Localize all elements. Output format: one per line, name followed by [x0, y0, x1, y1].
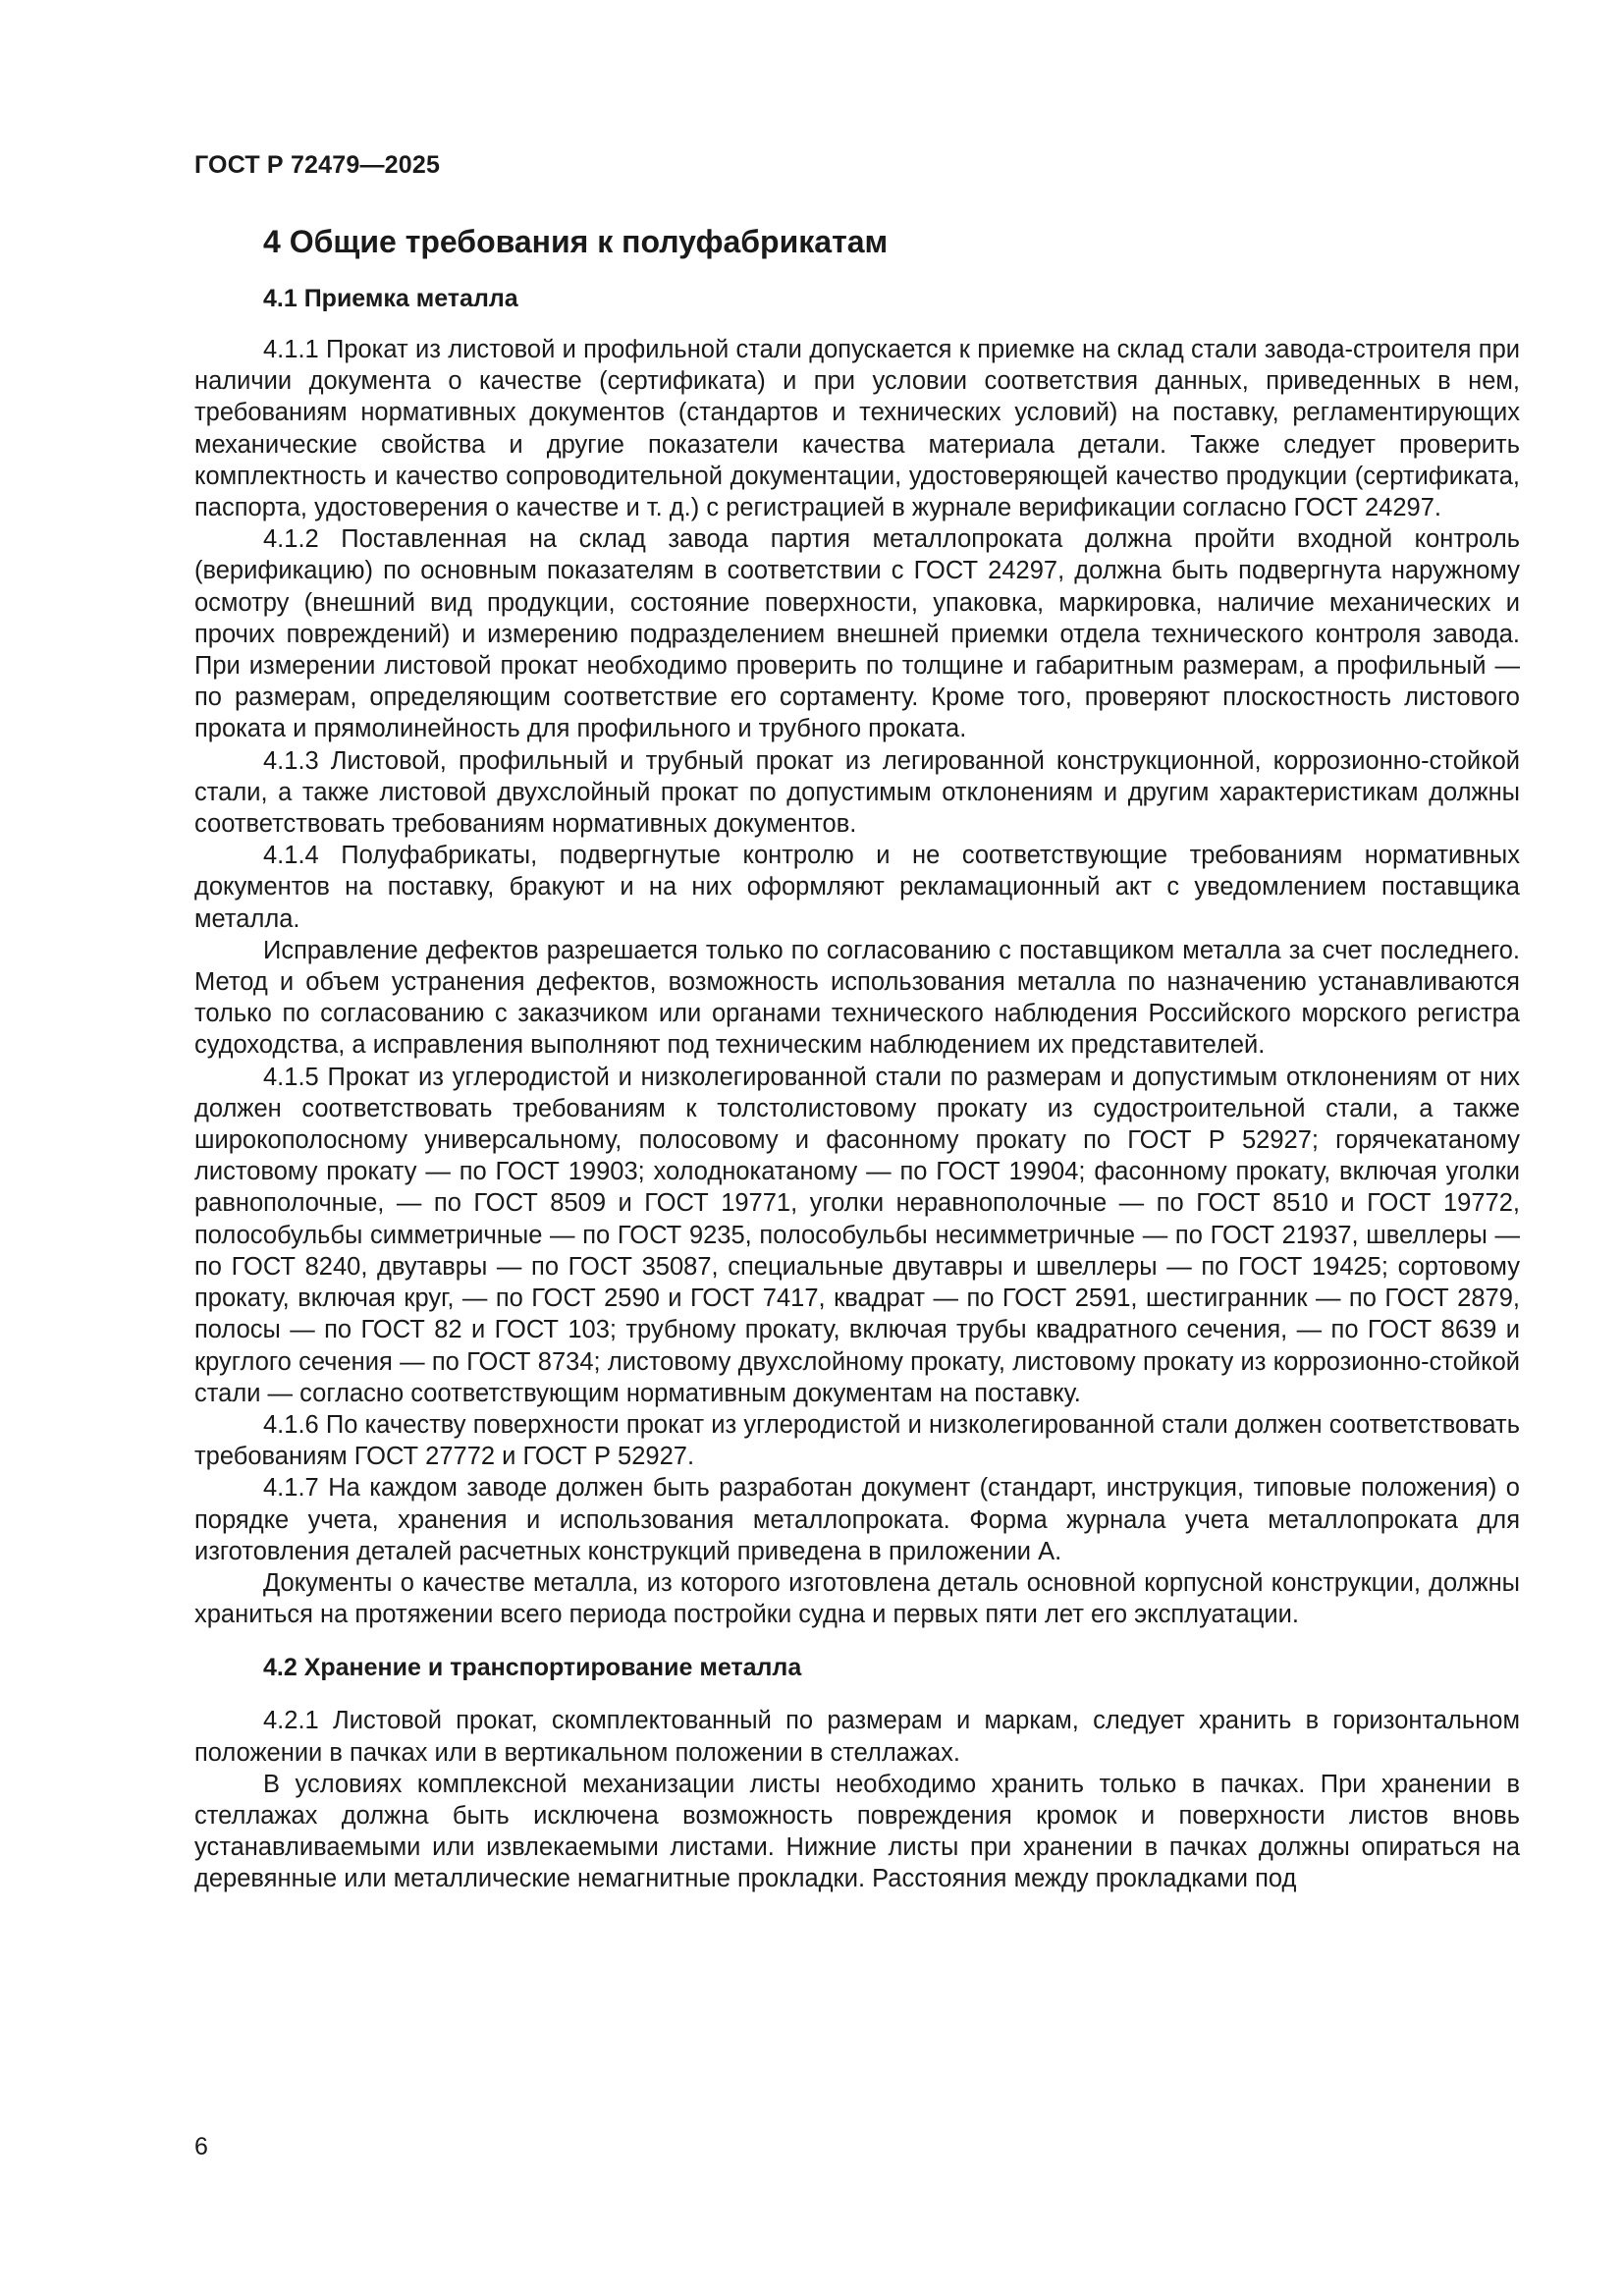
- document-content: [194, 220, 1520, 1895]
- paragraph-mechanized-storage: В условиях комплексной механизации листы необходимо хранить только в пачках. При хранении в стеллажах должна быть исключена возможность повреждения кромок и поверхности листов вновь устанавливаемыми или извлекаемыми листами. Нижние листы при хранении в пачках должны опираться на деревянные или металлические немагнитные прокладки. Расстояния между прокладками под: [194, 1770, 1520, 1893]
- paragraph-4-1-3: 4.1.3 Листовой, профильный и трубный прокат из легированной конструкционной, коррозионно-стойкой стали, а также листовой двухслойный прокат по допустимым отклонениям и другим характеристикам должны соответствовать требованиям нормативных документов.: [194, 746, 1520, 839]
- paragraph-4-1-2: 4.1.2 Поставленная на склад завода партия металлопроката должна пройти входной контроль (верификацию) по основным показателям в соответствии с ГОСТ 24297, должна быть подвергнута наружному осмотру (внешний вид продукции, состояние поверхности, упаковка, маркировка, наличие механических и прочих повреждений) и измерению подразделением внешней приемки отдела технического контроля завода. При измерении листовой прокат необходимо проверить по толщине и габаритным размерам, а профильный — по размерам, определяющим соответствие его сортаменту. Кроме того, проверяют плоскостность листового проката и прямолинейность для профильного и трубного проката.: [194, 525, 1520, 743]
- paragraph-4-1-7: 4.1.7 На каждом заводе должен быть разработан документ (стандарт, инструкция, типовые положения) о порядке учета, хранения и использования металлопроката. Форма журнала учета металлопроката для изготовления деталей расчетных конструкций приведена в приложении А.: [194, 1474, 1520, 1565]
- paragraph-4-1-4: 4.1.4 Полуфабрикаты, подвергнутые контролю и не соответствующие требованиям нормативных документов на поставку, бракуют и на них оформляют рекламационный акт с уведомлением поставщика металла.: [194, 842, 1520, 933]
- section-title: 4 Общие требования к полуфабрикатам: [263, 224, 889, 259]
- paragraph-quality-documents: Документы о качестве металла, из которого изготовлена деталь основной корпусной конструкции, должны храниться на протяжении всего периода постройки судна и первых пяти лет его эксплуатации.: [194, 1568, 1520, 1629]
- paragraph-4-1-5: 4.1.5 Прокат из углеродистой и низколегированной стали по размерам и допустимым отклонениям от них должен соответствовать требованиям к толстолистовому прокату из судостроительной стали, а также широкополосному универсальному, полосовому и фасонному прокату по ГОСТ Р 52927; горячекатаному листовому прокату — по ГОСТ 19903; холоднокатаному — по ГОСТ 19904; фасонному прокату, включая уголки равнополочные, — по ГОСТ 8509 и ГОСТ 19771, уголки неравнополочные — по ГОСТ 8510 и ГОСТ 19772, полособульбы симметричные — по ГОСТ 9235, полособульбы несимметричные — по ГОСТ 21937, швеллеры — по ГОСТ 8240, двутавры — по ГОСТ 35087, специальные двутавры и швеллеры — по ГОСТ 19425; сортовому прокату, включая круг, — по ГОСТ 2590 и ГОСТ 7417, квадрат — по ГОСТ 2591, шестигранник — по ГОСТ 2879, полосы — по ГОСТ 82 и ГОСТ 103; трубному прокату, включая трубы квадратного сечения, — по ГОСТ 8639 и круглого сечения — по ГОСТ 8734; листовому двухслойному прокату, листовому прокату из коррозионно-стойкой стали — согласно соответствующим нормативным документам на поставку.: [194, 1063, 1520, 1407]
- page-number: 6: [194, 2133, 208, 2160]
- subsection-title-4-1: 4.1 Приемка металла: [263, 285, 518, 312]
- paragraph-defect-correction: Исправление дефектов разрешается только по согласованию с поставщиком металла за счет последнего. Метод и объем устранения дефектов, возможность использования металла по назначению устанавливаются только по согласованию с заказчиком или органами технического наблюдения Российского морского регистра судоходства, а исправления выполняют под техническим наблюдением их представителей.: [194, 936, 1520, 1060]
- paragraph-4-1-6: 4.1.6 По качеству поверхности прокат из углеродистой и низколегированной стали должен соответствовать требованиям ГОСТ 27772 и ГОСТ Р 52927.: [194, 1410, 1520, 1471]
- subsection-title-4-2: 4.2 Хранение и транспортирование металла: [263, 1654, 802, 1682]
- paragraph-4-2-1: 4.2.1 Листовой прокат, скомплектованный по размерам и маркам, следует хранить в горизонтальном положении в пачках или в вертикальном положении в стеллажах.: [194, 1707, 1520, 1767]
- paragraph-4-1-1: 4.1.1 Прокат из листовой и профильной стали допускается к приемке на склад стали завода-строителя при наличии документа о качестве (сертификата) и при условии соответствия данных, приведенных в нем, требованиям нормативных документов (стандартов и технических условий) на поставку, регламентирующих механические свойства и другие показатели качества материала детали. Также следует проверить комплектность и качество сопроводительной документации, удостоверяющей качество продукции (сертификата, паспорта, удостоверения о качестве и т. д.) с регистрацией в журнале верификации согласно ГОСТ 24297.: [194, 336, 1520, 522]
- document-header: ГОСТ Р 72479—2025: [194, 151, 441, 179]
